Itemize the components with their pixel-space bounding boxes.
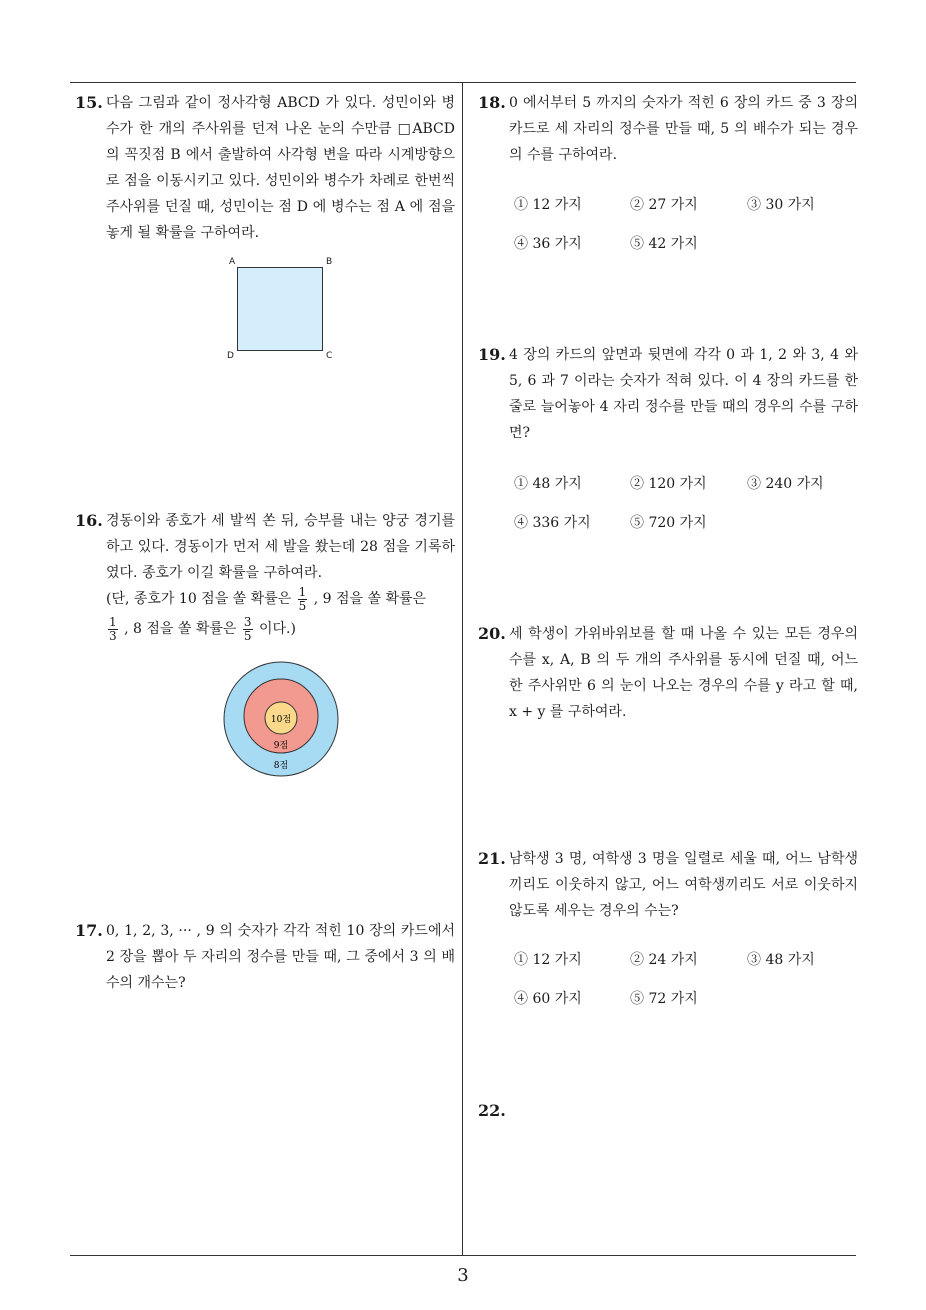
page-number: 3 <box>457 1265 469 1286</box>
question-number: 19. <box>478 345 506 364</box>
question-15 <box>75 90 455 246</box>
question-text: 남학생 3 명, 여학생 3 명을 일렬로 세울 때, 어느 남학생끼리도 이웃하지 않고, 어느 여학생끼리도 서로 이웃하지 않도록 세우는 경우의 수는? <box>509 851 858 919</box>
choice-1[interactable]: ① 12 가지 <box>514 952 582 968</box>
question-number: 21. <box>478 849 506 868</box>
question-21 <box>478 846 858 924</box>
condition: (단, 종호가 10 점을 쏠 확률은 $\frac{1}{5}$ , 9 점을 쏠 확률은 $\frac{1}{3}$ , 8 점을 쏠 확률은 $\frac{3}{5}$ 이다.) <box>106 584 427 643</box>
choice-5[interactable]: ⑤ 72 가지 <box>630 991 698 1007</box>
question-16 <box>75 508 455 644</box>
choice-1[interactable]: ① 12 가지 <box>514 197 582 213</box>
vertex-label-a: A <box>229 257 236 267</box>
vertex-label-d: D <box>227 351 234 361</box>
ring-9-label: 9점 <box>273 741 289 751</box>
fraction-one-third: $\frac{1}{3}$ <box>109 614 117 643</box>
archery-target <box>222 660 340 778</box>
square-fill <box>238 268 322 350</box>
question-number: 15. <box>75 93 103 112</box>
question-text: 경동이와 종호가 세 발씩 쏜 뒤, 승부를 내는 양궁 경기를 하고 있다. 경동이가 먼저 세 발을 쐈는데 28 점을 기록하였다. 종호가 이길 확률을 구하여라. <box>106 513 455 581</box>
question-text: 0 에서부터 5 까지의 숫자가 적힌 6 장의 카드 중 3 장의 카드로 세 자리의 정수를 만들 때, 5 의 배수가 되는 경우의 수를 구하여라. <box>509 95 858 163</box>
choice-4[interactable]: ④ 60 가지 <box>514 991 582 1007</box>
choice-2[interactable]: ② 120 가지 <box>630 476 707 492</box>
bottom-rule <box>70 1255 856 1256</box>
ring-10-label: 10점 <box>270 715 292 725</box>
choice-4[interactable]: ④ 36 가지 <box>514 236 582 252</box>
fraction-one-fifth: $\frac{1}{5}$ <box>298 584 307 613</box>
choice-1[interactable]: ① 48 가지 <box>514 476 582 492</box>
vertex-label-c: C <box>326 351 333 361</box>
choice-3[interactable]: ③ 240 가지 <box>747 476 824 492</box>
question-text: 4 장의 카드의 앞면과 뒷면에 각각 0 과 1, 2 와 3, 4 와 5, 6 과 7 이라는 숫자가 적혀 있다. 이 4 장의 카드를 한 줄로 늘어놓아 4 자리 정수를 만들 때의 경우의 수를 구하면? <box>509 347 858 441</box>
choice-5[interactable]: ⑤ 42 가지 <box>630 236 698 252</box>
question-number: 18. <box>478 93 506 112</box>
top-rule <box>70 82 856 83</box>
choice-5[interactable]: ⑤ 720 가지 <box>630 515 707 531</box>
square-figure <box>237 267 323 351</box>
vertex-label-b: B <box>326 257 333 267</box>
choice-2[interactable]: ② 27 가지 <box>630 197 698 213</box>
question-text: 세 학생이 가위바위보를 할 때 나올 수 있는 모든 경우의 수를 x, A, B 의 두 개의 주사위를 동시에 던질 때, 어느 한 주사위만 6 의 눈이 나오는 경우의 수를 y 라고 할 때, x + y 를 구하여라. <box>509 626 858 720</box>
question-19 <box>478 342 858 446</box>
question-20 <box>478 621 858 725</box>
question-number: 17. <box>75 921 103 940</box>
choice-3[interactable]: ③ 30 가지 <box>747 197 815 213</box>
question-number: 20. <box>478 624 506 643</box>
question-text: 0, 1, 2, 3, ··· , 9 의 숫자가 각각 적힌 10 장의 카드에서 2 장을 뽑아 두 자리의 정수를 만들 때, 그 중에서 3 의 배수의 개수는? <box>106 923 455 991</box>
question-17 <box>75 918 455 996</box>
choice-4[interactable]: ④ 336 가지 <box>514 515 591 531</box>
column-divider <box>462 82 463 1256</box>
question-text: 다음 그림과 같이 정사각형 ABCD 가 있다. 성민이와 병수가 한 개의 주사위를 던져 나온 눈의 수만큼 □ABCD 의 꼭짓점 B 에서 출발하여 사각형 변을 따라 시계방향으로 점을 이동시키고 있다. 성민이와 병수가 차례로 한번씩 주사위를 던질 때, 성민이는 점 D 에 병수는 점 A 에 점을 놓게 될 확률을 구하여라. <box>106 95 455 241</box>
ring-8-label: 8점 <box>273 761 289 771</box>
choice-2[interactable]: ② 24 가지 <box>630 952 698 968</box>
choice-3[interactable]: ③ 48 가지 <box>747 952 815 968</box>
question-18 <box>478 90 858 168</box>
question-number: 22. <box>478 1101 506 1120</box>
question-number: 16. <box>75 511 103 530</box>
fraction-three-fifths: $\frac{3}{5}$ <box>243 614 252 643</box>
